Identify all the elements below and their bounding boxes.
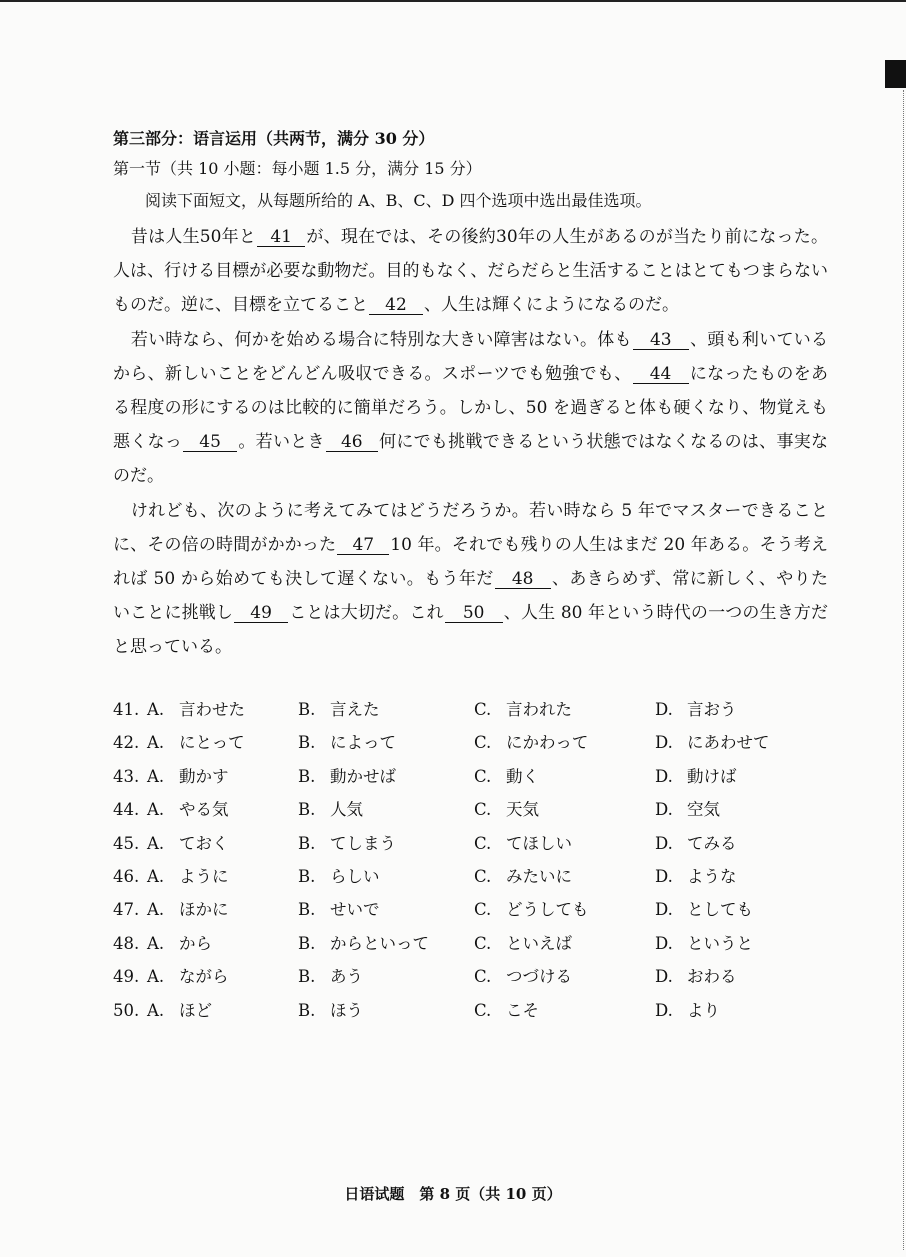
option-letter: C.	[474, 766, 492, 786]
option-text: ような	[687, 866, 737, 886]
option-d[interactable]	[655, 965, 737, 989]
option-text: みたいに	[506, 866, 572, 886]
option-text: どうしても	[506, 900, 589, 920]
answer-options	[113, 698, 833, 1032]
option-a[interactable]	[147, 898, 229, 922]
question-row-45	[113, 832, 833, 865]
page-footer: 日语试题 第 8 页（共 10 页）	[344, 1185, 562, 1203]
option-letter: B.	[298, 733, 316, 753]
question-number: 43.	[113, 766, 140, 786]
option-text: 天気	[506, 800, 539, 820]
option-text: らしい	[330, 866, 380, 886]
corner-registration-mark	[885, 60, 906, 88]
option-text: より	[687, 1000, 720, 1020]
option-d[interactable]	[655, 765, 737, 789]
question-number: 44.	[113, 800, 140, 820]
passage-text: 若い時なら、何かを始める場合に特別な大きい障害はない。体も	[130, 329, 632, 350]
option-c[interactable]	[474, 731, 588, 755]
option-letter: D.	[655, 866, 673, 886]
question-number: 46.	[113, 866, 140, 886]
option-letter: C.	[474, 933, 492, 953]
option-letter: D.	[655, 800, 673, 820]
option-letter: A.	[147, 967, 165, 987]
blank-45: 45	[183, 433, 237, 452]
option-text: 動かす	[179, 766, 229, 786]
option-d[interactable]	[655, 731, 770, 755]
option-d[interactable]	[655, 798, 720, 822]
option-letter: B.	[298, 866, 316, 886]
option-letter: B.	[298, 933, 316, 953]
option-letter: D.	[655, 766, 673, 786]
option-text: おわる	[687, 967, 737, 987]
question-number: 49.	[113, 967, 140, 987]
option-text: こそ	[506, 1000, 539, 1020]
option-b[interactable]	[298, 932, 429, 956]
option-d[interactable]	[655, 999, 720, 1023]
blank-49: 49	[234, 604, 288, 623]
option-letter: A.	[147, 1000, 165, 1020]
blank-48: 48	[495, 570, 551, 589]
passage-paragraph-3	[113, 494, 828, 665]
option-text: 空気	[687, 800, 720, 820]
option-letter: A.	[147, 866, 165, 886]
question-row-42	[113, 731, 833, 764]
option-letter: A.	[147, 700, 165, 719]
passage-text: 。若いとき	[238, 432, 325, 453]
option-letter: B.	[298, 700, 316, 719]
option-d[interactable]	[655, 932, 753, 956]
option-text: としても	[687, 900, 753, 920]
page-right-edge	[903, 90, 904, 1250]
option-a[interactable]	[147, 731, 245, 755]
option-b[interactable]	[298, 832, 396, 856]
option-text: ように	[179, 866, 229, 886]
passage-text: 、あきらめず、常に新しく、やりたいことに挑戦し	[113, 569, 828, 624]
option-c[interactable]	[474, 832, 572, 856]
option-a[interactable]	[147, 999, 212, 1023]
option-d[interactable]	[655, 698, 737, 722]
option-d[interactable]	[655, 832, 737, 856]
option-letter: D.	[655, 700, 673, 719]
option-c[interactable]	[474, 865, 572, 889]
blank-46: 46	[326, 433, 378, 452]
option-d[interactable]	[655, 865, 737, 889]
blank-50: 50	[445, 604, 503, 623]
blank-47: 47	[337, 536, 389, 555]
option-text: 言おう	[687, 700, 737, 719]
option-text: ておく	[179, 833, 229, 853]
option-b[interactable]	[298, 765, 396, 789]
question-number: 45.	[113, 833, 140, 853]
option-text: からといって	[330, 933, 429, 953]
option-text: てみる	[687, 833, 737, 853]
option-a[interactable]	[147, 698, 245, 722]
option-text: つづける	[506, 967, 572, 987]
exam-content	[113, 128, 828, 665]
option-b[interactable]	[298, 698, 380, 722]
option-letter: A.	[147, 766, 165, 786]
option-text: 動けば	[687, 766, 737, 786]
option-letter: C.	[474, 900, 492, 920]
blank-43: 43	[633, 331, 689, 350]
question-number: 48.	[113, 933, 140, 953]
option-c[interactable]	[474, 932, 572, 956]
option-text: 言えた	[330, 700, 380, 719]
question-number: 47.	[113, 900, 140, 920]
option-c[interactable]	[474, 765, 539, 789]
question-row-46	[113, 865, 833, 898]
passage-text: ことは大切だ。これ	[289, 603, 444, 624]
blank-42: 42	[369, 296, 423, 315]
option-text: 言わせた	[179, 700, 245, 719]
option-text: にあわせて	[687, 733, 770, 753]
question-number: 42.	[113, 733, 140, 753]
option-letter: D.	[655, 833, 673, 853]
passage-text: けれども、次のように考えてみてはどうだろうか。若い時なら 5 年でマスターできることに、その倍の時間がかかった	[113, 500, 828, 555]
passage-text: 昔は人生50年と	[130, 227, 257, 247]
option-c[interactable]	[474, 698, 572, 722]
option-letter: A.	[147, 733, 165, 753]
option-b[interactable]	[298, 865, 380, 889]
option-text: あう	[330, 967, 363, 987]
instruction-text: 阅读下面短文，从每题所给的 A、B、C、D 四个选项中选出最佳选项。	[145, 191, 652, 210]
option-text: といえば	[506, 933, 572, 953]
option-text: せいで	[330, 900, 380, 920]
option-letter: C.	[474, 866, 492, 886]
option-letter: C.	[474, 1000, 492, 1020]
option-d[interactable]	[655, 898, 753, 922]
option-letter: C.	[474, 967, 492, 987]
option-text: 動かせば	[330, 766, 396, 786]
question-number: 41.	[113, 700, 140, 719]
option-a[interactable]	[147, 832, 229, 856]
page-top-rule	[0, 0, 906, 2]
option-c[interactable]	[474, 798, 539, 822]
option-letter: B.	[298, 967, 316, 987]
option-letter: D.	[655, 933, 673, 953]
question-row-41	[113, 698, 833, 731]
option-letter: A.	[147, 833, 165, 853]
option-a[interactable]	[147, 798, 229, 822]
passage-text: 、頭も利いているから、新しいことをどんどん吸収できる。スポーツでも勉強でも、	[113, 329, 829, 384]
option-letter: A.	[147, 900, 165, 920]
option-b[interactable]	[298, 999, 363, 1023]
option-b[interactable]	[298, 965, 363, 989]
option-letter: A.	[147, 933, 165, 953]
question-row-44	[113, 798, 833, 831]
option-text: 動く	[506, 766, 539, 786]
question-row-48	[113, 932, 833, 965]
option-letter: C.	[474, 733, 492, 753]
option-text: てしまう	[330, 833, 396, 853]
option-text: によって	[330, 733, 396, 753]
option-text: ほう	[330, 1000, 363, 1020]
section-subtitle: 第一节（共 10 小题：每小题 1.5 分，满分 15 分）	[113, 159, 482, 178]
blank-44: 44	[633, 365, 689, 384]
option-letter: D.	[655, 967, 673, 987]
option-a[interactable]	[147, 932, 212, 956]
question-row-43	[113, 765, 833, 798]
passage-text: になったものをある程度の形にするのは比較的に簡単だろう。しかし、50 を過ぎると体も硬くなり、物覚えも悪くなっ	[113, 363, 829, 453]
option-letter: B.	[298, 833, 316, 853]
option-text: ほかに	[179, 900, 229, 920]
question-number: 50.	[113, 1000, 140, 1020]
option-b[interactable]	[298, 731, 396, 755]
option-b[interactable]	[298, 798, 363, 822]
question-row-47	[113, 898, 833, 931]
option-text: ほど	[179, 1000, 212, 1020]
option-text: てほしい	[506, 833, 572, 853]
blank-41: 41	[257, 228, 305, 247]
option-text: から	[179, 933, 212, 953]
option-letter: D.	[655, 733, 673, 753]
option-letter: D.	[655, 1000, 673, 1020]
passage-paragraph-1	[113, 220, 828, 323]
passage-text: 、人生は輝くにようになるのだ。	[424, 295, 679, 316]
option-letter: C.	[474, 700, 492, 719]
question-row-50	[113, 999, 833, 1032]
option-text: やる気	[179, 800, 229, 820]
option-a[interactable]	[147, 965, 229, 989]
option-text: 言われた	[506, 700, 572, 719]
option-c[interactable]	[474, 999, 539, 1023]
option-c[interactable]	[474, 965, 572, 989]
option-letter: B.	[298, 766, 316, 786]
passage-text: 10 年。それでも残りの人生はまだ 20 年ある。そう考えれば 50 から始めても決して遅くない。もう年だ	[113, 534, 828, 590]
option-c[interactable]	[474, 898, 589, 922]
option-a[interactable]	[147, 865, 229, 889]
option-letter: D.	[655, 900, 673, 920]
section-title: 第三部分：语言运用（共两节，满分 30 分）	[113, 129, 435, 148]
option-text: にとって	[179, 733, 245, 753]
option-letter: C.	[474, 833, 492, 853]
passage-text: 、人生 80 年という時代の一つの生き方だと思っている。	[113, 603, 829, 658]
option-b[interactable]	[298, 898, 380, 922]
option-letter: B.	[298, 800, 316, 820]
option-letter: B.	[298, 900, 316, 920]
option-letter: C.	[474, 800, 492, 820]
option-letter: B.	[298, 1000, 316, 1020]
option-text: ながら	[179, 967, 229, 987]
option-a[interactable]	[147, 765, 229, 789]
passage-text: 何にでも挑戦できるという状態ではなくなるのは、事実なのだ。	[113, 432, 829, 487]
option-letter: A.	[147, 800, 165, 820]
passage-text: が、現在では、その後約30年の人生があるのが当たり前になった。人は、行ける目標が必要な動物だ。目的もなく、だらだらと生活することはとてもつまらないものだ。逆に、目標を立てること	[113, 227, 828, 316]
option-text: にかわって	[506, 733, 589, 753]
option-text: 人気	[330, 800, 363, 820]
passage-paragraph-2	[113, 323, 828, 494]
option-text: というと	[687, 933, 753, 953]
question-row-49	[113, 965, 833, 998]
